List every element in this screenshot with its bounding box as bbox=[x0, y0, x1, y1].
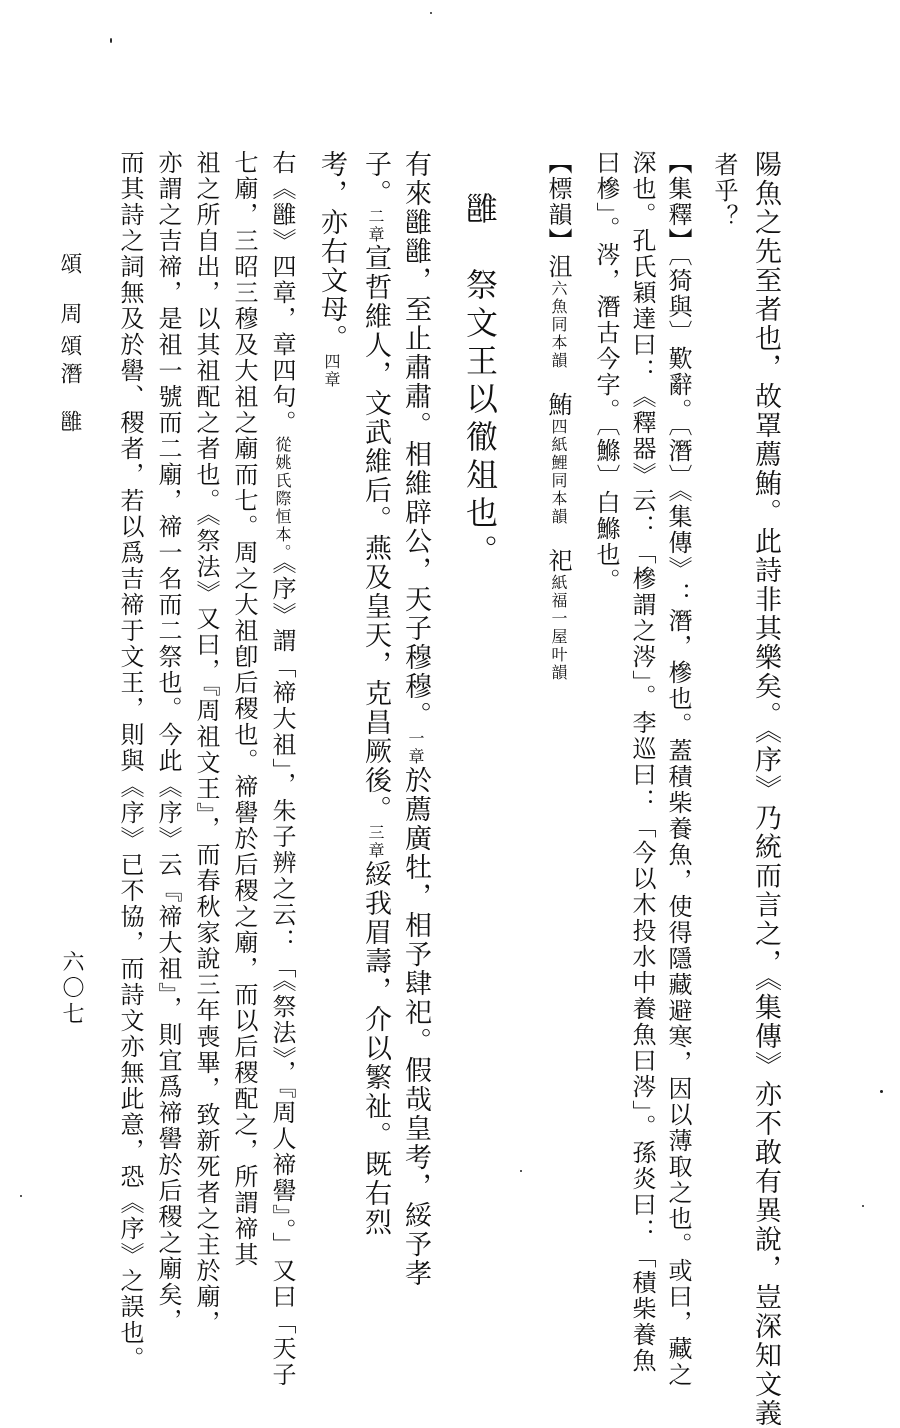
jishi-line: 曰槮」。涔，潛古今字。〔鰷〕白鰷也。 bbox=[592, 150, 620, 594]
poem-verse: 宣哲維人，文武維后。燕及皇天，克昌厥後。 bbox=[360, 244, 391, 824]
running-head-section: 頌 bbox=[57, 252, 82, 284]
stanza-marker: 一章 bbox=[406, 730, 425, 766]
poem-line bbox=[362, 150, 389, 1237]
rhyme-note: 四紙鯉同本韻 bbox=[549, 418, 568, 526]
stanza-marker: 二章 bbox=[366, 208, 385, 244]
poem-verse: 子。 bbox=[360, 150, 391, 208]
commentary-line: 者乎？ bbox=[710, 152, 738, 230]
rhyme-note: 六魚同本韻 bbox=[549, 280, 568, 370]
running-head-chapter: 潛 bbox=[57, 362, 82, 394]
commentary-line: 陽魚之先至者也，故罩薦鮪。此詩非其樂矣。《序》乃統而言之，《集傳》亦不敢有異說，豈深知文義 bbox=[750, 150, 781, 1428]
poem-line bbox=[318, 150, 345, 389]
page-number: 六〇七 bbox=[59, 950, 84, 1028]
commentary-line: 而其詩之詞無及於嚳、稷者，若以爲吉禘于文王，則與《序》已不協，而詩文亦無此意，恐《序》之誤也。 bbox=[116, 150, 144, 1372]
commentary-line bbox=[270, 150, 294, 1388]
jishi-line: 【集釋】〔猗與〕歎辭。〔潛〕《集傳》：潛，槮也。蓋積柴養魚，使得隱藏避寒，因以薄取之也。或曰，藏之 bbox=[664, 150, 692, 1388]
jishi-line: 深也。孔氏穎達曰：《釋器》云：「槮謂之涔」。李巡曰：「今以木投水中養魚曰涔」。孫炎曰：「積柴養魚 bbox=[628, 150, 656, 1374]
commentary-text: 《序》謂「禘大祖」，朱子辨之云：「《祭法》，『周人禘嚳』。」又曰「天子 bbox=[268, 562, 296, 1388]
commentary-line: 亦謂之吉禘，是祖一號而二廟，禘一名而二祭也。今此《序》云『禘大祖』，則宜爲禘嚳於后稷之廟矣， bbox=[154, 150, 182, 1334]
commentary-line: 七廟，三昭三穆及大祖之廟而七。周之大祖卽后稷也。禘嚳於后稷之廟，而以后稷配之，所謂禘其 bbox=[230, 150, 258, 1268]
stanza-marker: 三章 bbox=[366, 824, 385, 860]
poem-verse: 有來雝雝，至止肅肅。相維辟公，天子穆穆。 bbox=[400, 150, 431, 730]
biaoyun-line bbox=[546, 150, 570, 682]
commentary-line: 祖之所自出，以其祖配之者也。《祭法》又曰，『周祖文王』，而春秋家說三年喪畢，致新死者之主於廟， bbox=[192, 150, 220, 1336]
running-head-subsection: 周頌 bbox=[57, 302, 82, 366]
poem-verse: 於薦廣牡，相予肆祀。假哉皇考，綏予孝 bbox=[400, 766, 431, 1288]
rhyme-word: 祀 bbox=[544, 548, 572, 574]
poem-verse: 考，亦右文母。 bbox=[316, 150, 347, 353]
poem-verse: 綏我眉壽，介以繁祉。既右烈 bbox=[360, 860, 391, 1237]
running-head-poem: 雝 bbox=[57, 410, 82, 442]
poem-title: 雝 祭文王以徹俎也。 bbox=[461, 192, 499, 572]
stanza-marker: 四章 bbox=[322, 353, 341, 389]
rhyme-word: 沮 bbox=[544, 254, 572, 280]
commentary-note: 從姚氏際恒本。 bbox=[273, 436, 292, 562]
commentary-text: 右《雝》四章，章四句。 bbox=[268, 150, 296, 436]
poem-line bbox=[402, 150, 429, 1288]
rhyme-word: 鮪 bbox=[544, 392, 572, 418]
biaoyun-label: 【標韻】 bbox=[544, 150, 572, 254]
rhyme-note: 紙福一屋叶韻 bbox=[549, 574, 568, 682]
